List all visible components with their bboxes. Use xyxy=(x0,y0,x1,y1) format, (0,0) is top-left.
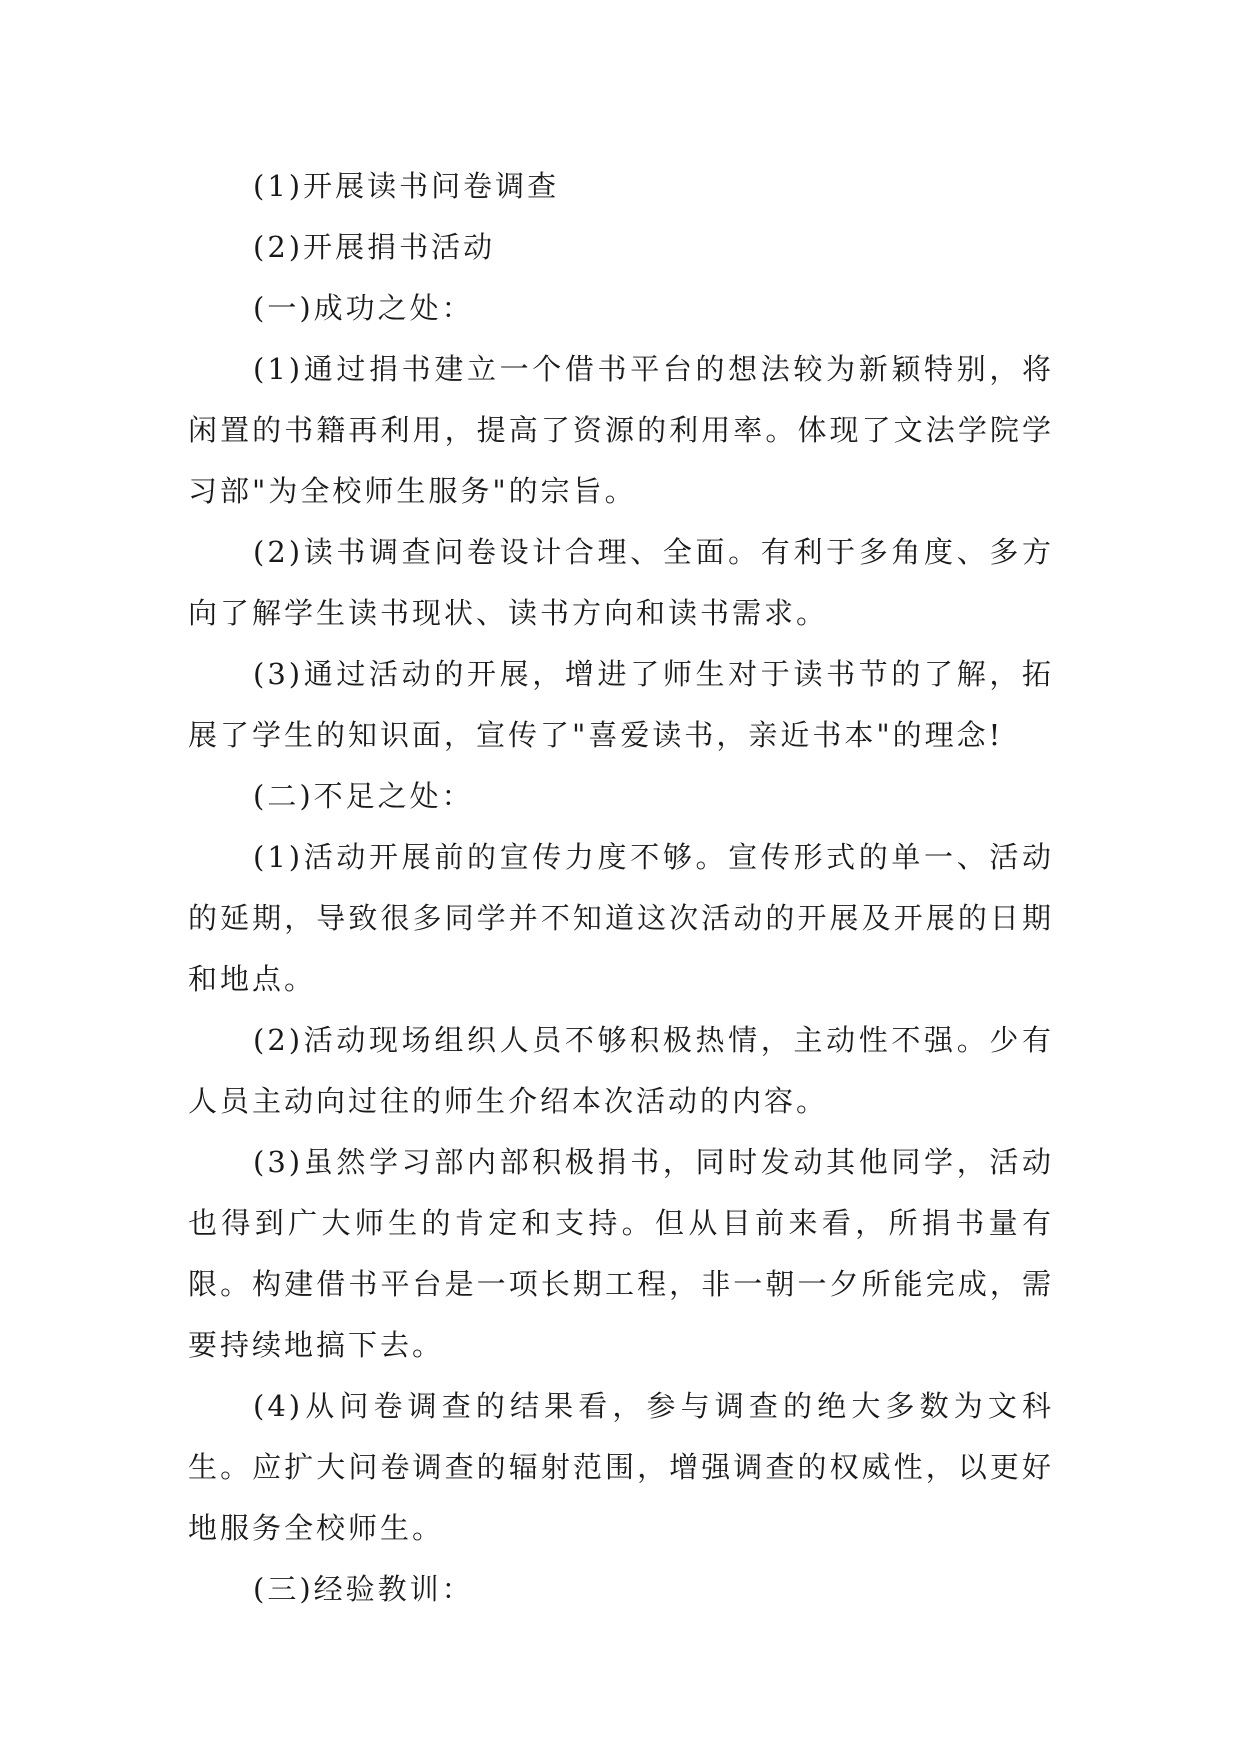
paragraph-success-1: (1)通过捐书建立一个借书平台的想法较为新颖特别，将闲置的书籍再利用，提高了资源的利用率。体现了文法学院学习部"为全校师生服务"的宗旨。 xyxy=(188,352,1054,508)
paragraph-success-2: (2)读书调查问卷设计合理、全面。有利于多角度、多方向了解学生读书现状、读书方向和读书需求。 xyxy=(188,535,1054,630)
section-heading-successes: (一)成功之处： xyxy=(253,291,474,325)
document-body xyxy=(188,156,1054,1620)
section-heading-shortcomings: (二)不足之处： xyxy=(253,779,474,813)
section-heading-lessons: (三)经验教训： xyxy=(253,1572,474,1606)
paragraph-shortcoming-3: (3)虽然学习部内部积极捐书，同时发动其他同学，活动也得到广大师生的肯定和支持。但从目前来看，所捐书量有限。构建借书平台是一项长期工程，非一朝一夕所能完成，需要持续地搞下去。 xyxy=(188,1145,1054,1362)
paragraph-donation-item: (2)开展捐书活动 xyxy=(253,230,496,264)
paragraph-success-3: (3)通过活动的开展，增进了师生对于读书节的了解，拓展了学生的知识面，宣传了"喜爱读书，亲近书本"的理念! xyxy=(188,657,1054,752)
paragraph-shortcoming-1: (1)活动开展前的宣传力度不够。宣传形式的单一、活动的延期，导致很多同学并不知道这次活动的开展及开展的日期和地点。 xyxy=(188,840,1054,996)
paragraph-survey-item: (1)开展读书问卷调查 xyxy=(253,169,560,203)
paragraph-shortcoming-4: (4)从问卷调查的结果看，参与调查的绝大多数为文科生。应扩大问卷调查的辐射范围，增强调查的权威性，以更好地服务全校师生。 xyxy=(188,1389,1054,1545)
paragraph-shortcoming-2: (2)活动现场组织人员不够积极热情，主动性不强。少有人员主动向过往的师生介绍本次活动的内容。 xyxy=(188,1023,1054,1118)
